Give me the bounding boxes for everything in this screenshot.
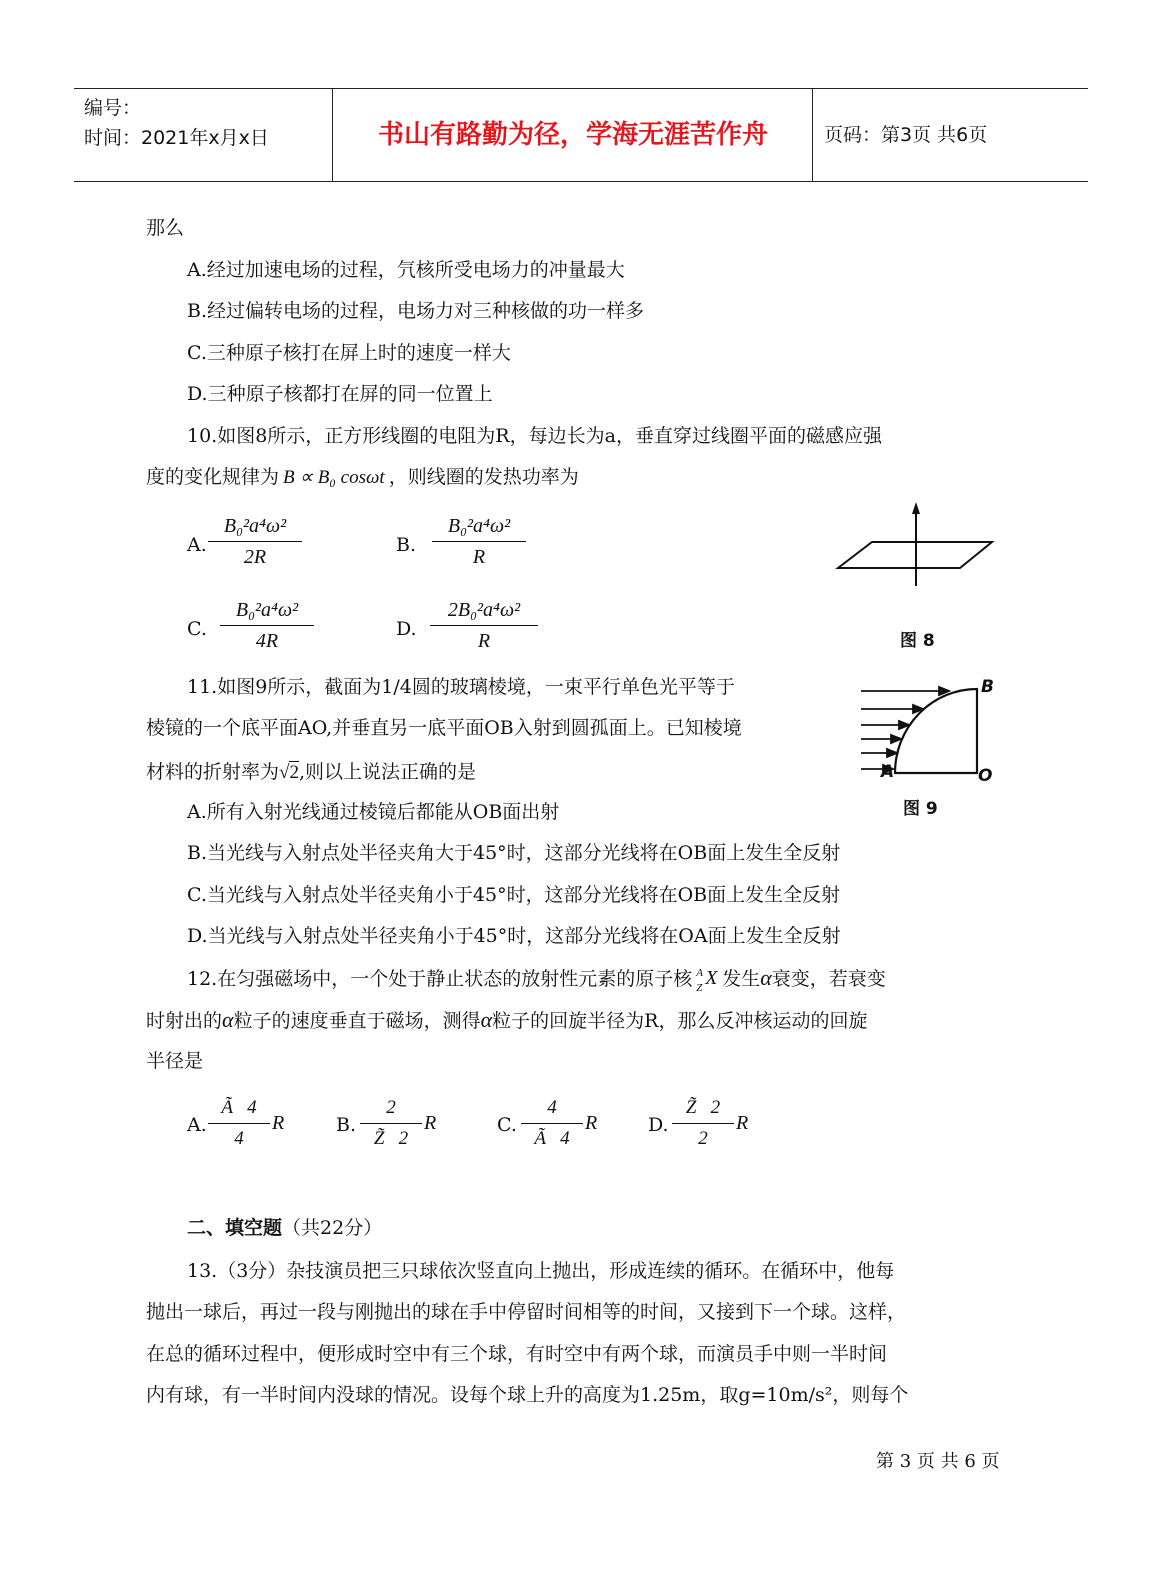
alpha-symbol: α <box>222 1007 234 1032</box>
section-2-points: （共22分） <box>282 1217 383 1239</box>
fraction-denominator: Ã 4 <box>534 1128 570 1149</box>
q10-line2-pre: 度的变化规律为 <box>146 466 280 488</box>
q12-line3: 半径是 <box>146 1050 204 1072</box>
q12-option-a-r: R <box>272 1112 285 1134</box>
q12-line2-pre: 时射出的 <box>146 1010 223 1032</box>
q9-option-b: B.经过偏转电场的过程，电场力对三种核做的功一样多 <box>187 300 645 322</box>
fraction-denominator: 4 <box>234 1128 244 1149</box>
q11-line2: 棱镜的一个底平面AO,并垂直另一底平面OB入射到圆孤面上。已知棱境 <box>146 717 742 739</box>
q12-line1-pre: 12.在匀强磁场中，一个处于静止状态的放射性元素的原子核 <box>187 968 693 990</box>
q10-option-c-fraction <box>220 595 314 656</box>
q10-line2 <box>146 465 579 490</box>
fraction-denominator: Z̃ 2 <box>373 1128 409 1149</box>
q12-option-d-label: D. <box>648 1114 669 1136</box>
figure-9-label: 图 9 <box>903 799 938 819</box>
section-2-title: 二、填空题 <box>187 1217 283 1239</box>
header-divider <box>332 89 333 181</box>
alpha-symbol: α <box>480 1007 493 1032</box>
q10-line1: 10.如图8所示，正方形线圈的电阻为R，每边长为a，垂直穿过线圈平面的磁感应强 <box>187 425 882 447</box>
q10-option-d-label: D. <box>396 618 417 640</box>
q12-line2-post: 粒子的回旋半径为R，那么反冲核运动的回旋 <box>492 1010 868 1032</box>
figure-9-point-o: O <box>978 766 993 786</box>
q12-nuclide <box>692 966 722 994</box>
alpha-symbol: α <box>760 965 772 990</box>
q12-line1 <box>187 965 886 994</box>
q12-line1-end: 衰变，若衰变 <box>771 968 886 990</box>
q12-line2 <box>146 1008 867 1033</box>
q12-option-d-r: R <box>736 1112 749 1134</box>
q10-option-b-label: B. <box>396 534 417 556</box>
q13-line4: 内有球，有一半时间内没球的情况。设每个球上升的高度为1.25m，取g=10m/s²，则每个 <box>146 1384 909 1406</box>
q12-option-b-fraction <box>360 1093 422 1154</box>
fraction-numerator: B₀²a⁴ω² <box>447 515 511 537</box>
q10-formula: B ∝ B₀ cosωt <box>283 467 385 488</box>
q9-tail: 那么 <box>146 217 185 239</box>
q11-line3-pre: 材料的折射率为 <box>146 761 280 783</box>
q11-line3-post: ,则以上说法正确的是 <box>298 761 476 783</box>
sqrt-sign: √ <box>279 762 290 783</box>
q12-option-a-label: A. <box>187 1114 207 1136</box>
figure-8-diagram <box>830 500 1000 590</box>
q10-line2-post: ，则线圈的发热功率为 <box>388 466 579 488</box>
page-header <box>74 88 1088 182</box>
fraction-denominator: 2 <box>698 1128 708 1149</box>
fraction-denominator: R <box>472 546 486 568</box>
figure-9-point-a: A <box>881 762 895 782</box>
header-motto: 书山有路勤为径，学海无涯苦作舟 <box>377 120 768 150</box>
q12-option-b-r: R <box>424 1112 437 1134</box>
q10-option-b-fraction <box>432 511 526 572</box>
q11-sqrt-value: 2 <box>289 762 299 783</box>
q12-option-a-fraction <box>208 1093 270 1154</box>
fraction-numerator: 2 <box>386 1097 396 1118</box>
q11-line1: 11.如图9所示，截面为1/4圆的玻璃棱境，一束平行单色光平等于 <box>187 676 735 698</box>
q10-option-c-label: C. <box>187 618 207 640</box>
header-left <box>84 93 334 153</box>
fraction-denominator: 4R <box>255 630 279 652</box>
q11-line3 <box>146 760 476 785</box>
time-label: 时间：2021年x月x日 <box>84 127 269 149</box>
fraction-numerator: 4 <box>547 1097 557 1118</box>
header-divider <box>812 89 813 181</box>
page-footer: 第 3 页 共 6 页 <box>876 1451 1000 1472</box>
header-page-label: 页码：第3页 共6页 <box>824 124 988 146</box>
q11-option-c: C.当光线与入射点处半径夹角小于45°时，这部分光线将在OB面上发生全反射 <box>187 884 841 906</box>
fraction-numerator: B₀²a⁴ω² <box>223 515 287 537</box>
q10-option-a-label: A. <box>187 534 207 556</box>
q13-line3: 在总的循环过程中，便形成时空中有三个球，有时空中有两个球，而演员手中则一半时间 <box>146 1343 888 1365</box>
q12-line2-mid: 粒子的速度垂直于磁场，测得 <box>233 1010 481 1032</box>
q12-line1-post: 发生 <box>722 968 761 990</box>
fraction-denominator: R <box>477 630 491 652</box>
nuclide-atomic-number: Z <box>696 982 703 994</box>
q12-option-d-fraction <box>672 1093 734 1154</box>
serial-label: 编号： <box>84 97 142 119</box>
q12-option-b-label: B. <box>336 1114 357 1136</box>
q9-option-c: C.三种原子核打在屏上时的速度一样大 <box>187 342 511 364</box>
fraction-numerator: Ã 4 <box>221 1097 257 1118</box>
q11-option-d: D.当光线与入射点处半径夹角小于45°时，这部分光线将在OA面上发生全反射 <box>187 925 841 947</box>
nuclide-mass-number: A <box>696 967 703 979</box>
q11-option-a: A.所有入射光线通过棱镜后都能从OB面出射 <box>187 801 560 823</box>
q10-option-d-fraction <box>430 595 538 656</box>
q13-line2: 抛出一球后，再过一段与刚抛出的球在手中停留时间相等的时间，又接到下一个球。这样， <box>146 1301 907 1323</box>
figure-8-label: 图 8 <box>900 631 935 651</box>
q12-option-c-r: R <box>585 1112 598 1134</box>
fraction-numerator: Z̃ 2 <box>685 1097 721 1118</box>
nuclide-symbol: X <box>705 967 718 989</box>
fraction-numerator: 2B₀²a⁴ω² <box>447 599 521 621</box>
q11-option-b: B.当光线与入射点处半径夹角大于45°时，这部分光线将在OB面上发生全反射 <box>187 842 841 864</box>
section-2-heading <box>187 1216 382 1240</box>
fraction-numerator: B₀²a⁴ω² <box>235 599 299 621</box>
q13-line1: 13.（3分）杂技演员把三只球依次竖直向上抛出，形成连续的循环。在循环中，他每 <box>187 1260 895 1282</box>
q9-option-d: D.三种原子核都打在屏的同一位置上 <box>187 383 493 405</box>
q10-option-a-fraction <box>208 511 302 572</box>
q12-option-c-fraction <box>521 1093 583 1154</box>
figure-9-point-b: B <box>981 677 994 697</box>
q12-option-c-label: C. <box>497 1114 517 1136</box>
q9-option-a: A.经过加速电场的过程，氕核所受电场力的冲量最大 <box>187 259 625 281</box>
fraction-denominator: 2R <box>243 546 267 568</box>
